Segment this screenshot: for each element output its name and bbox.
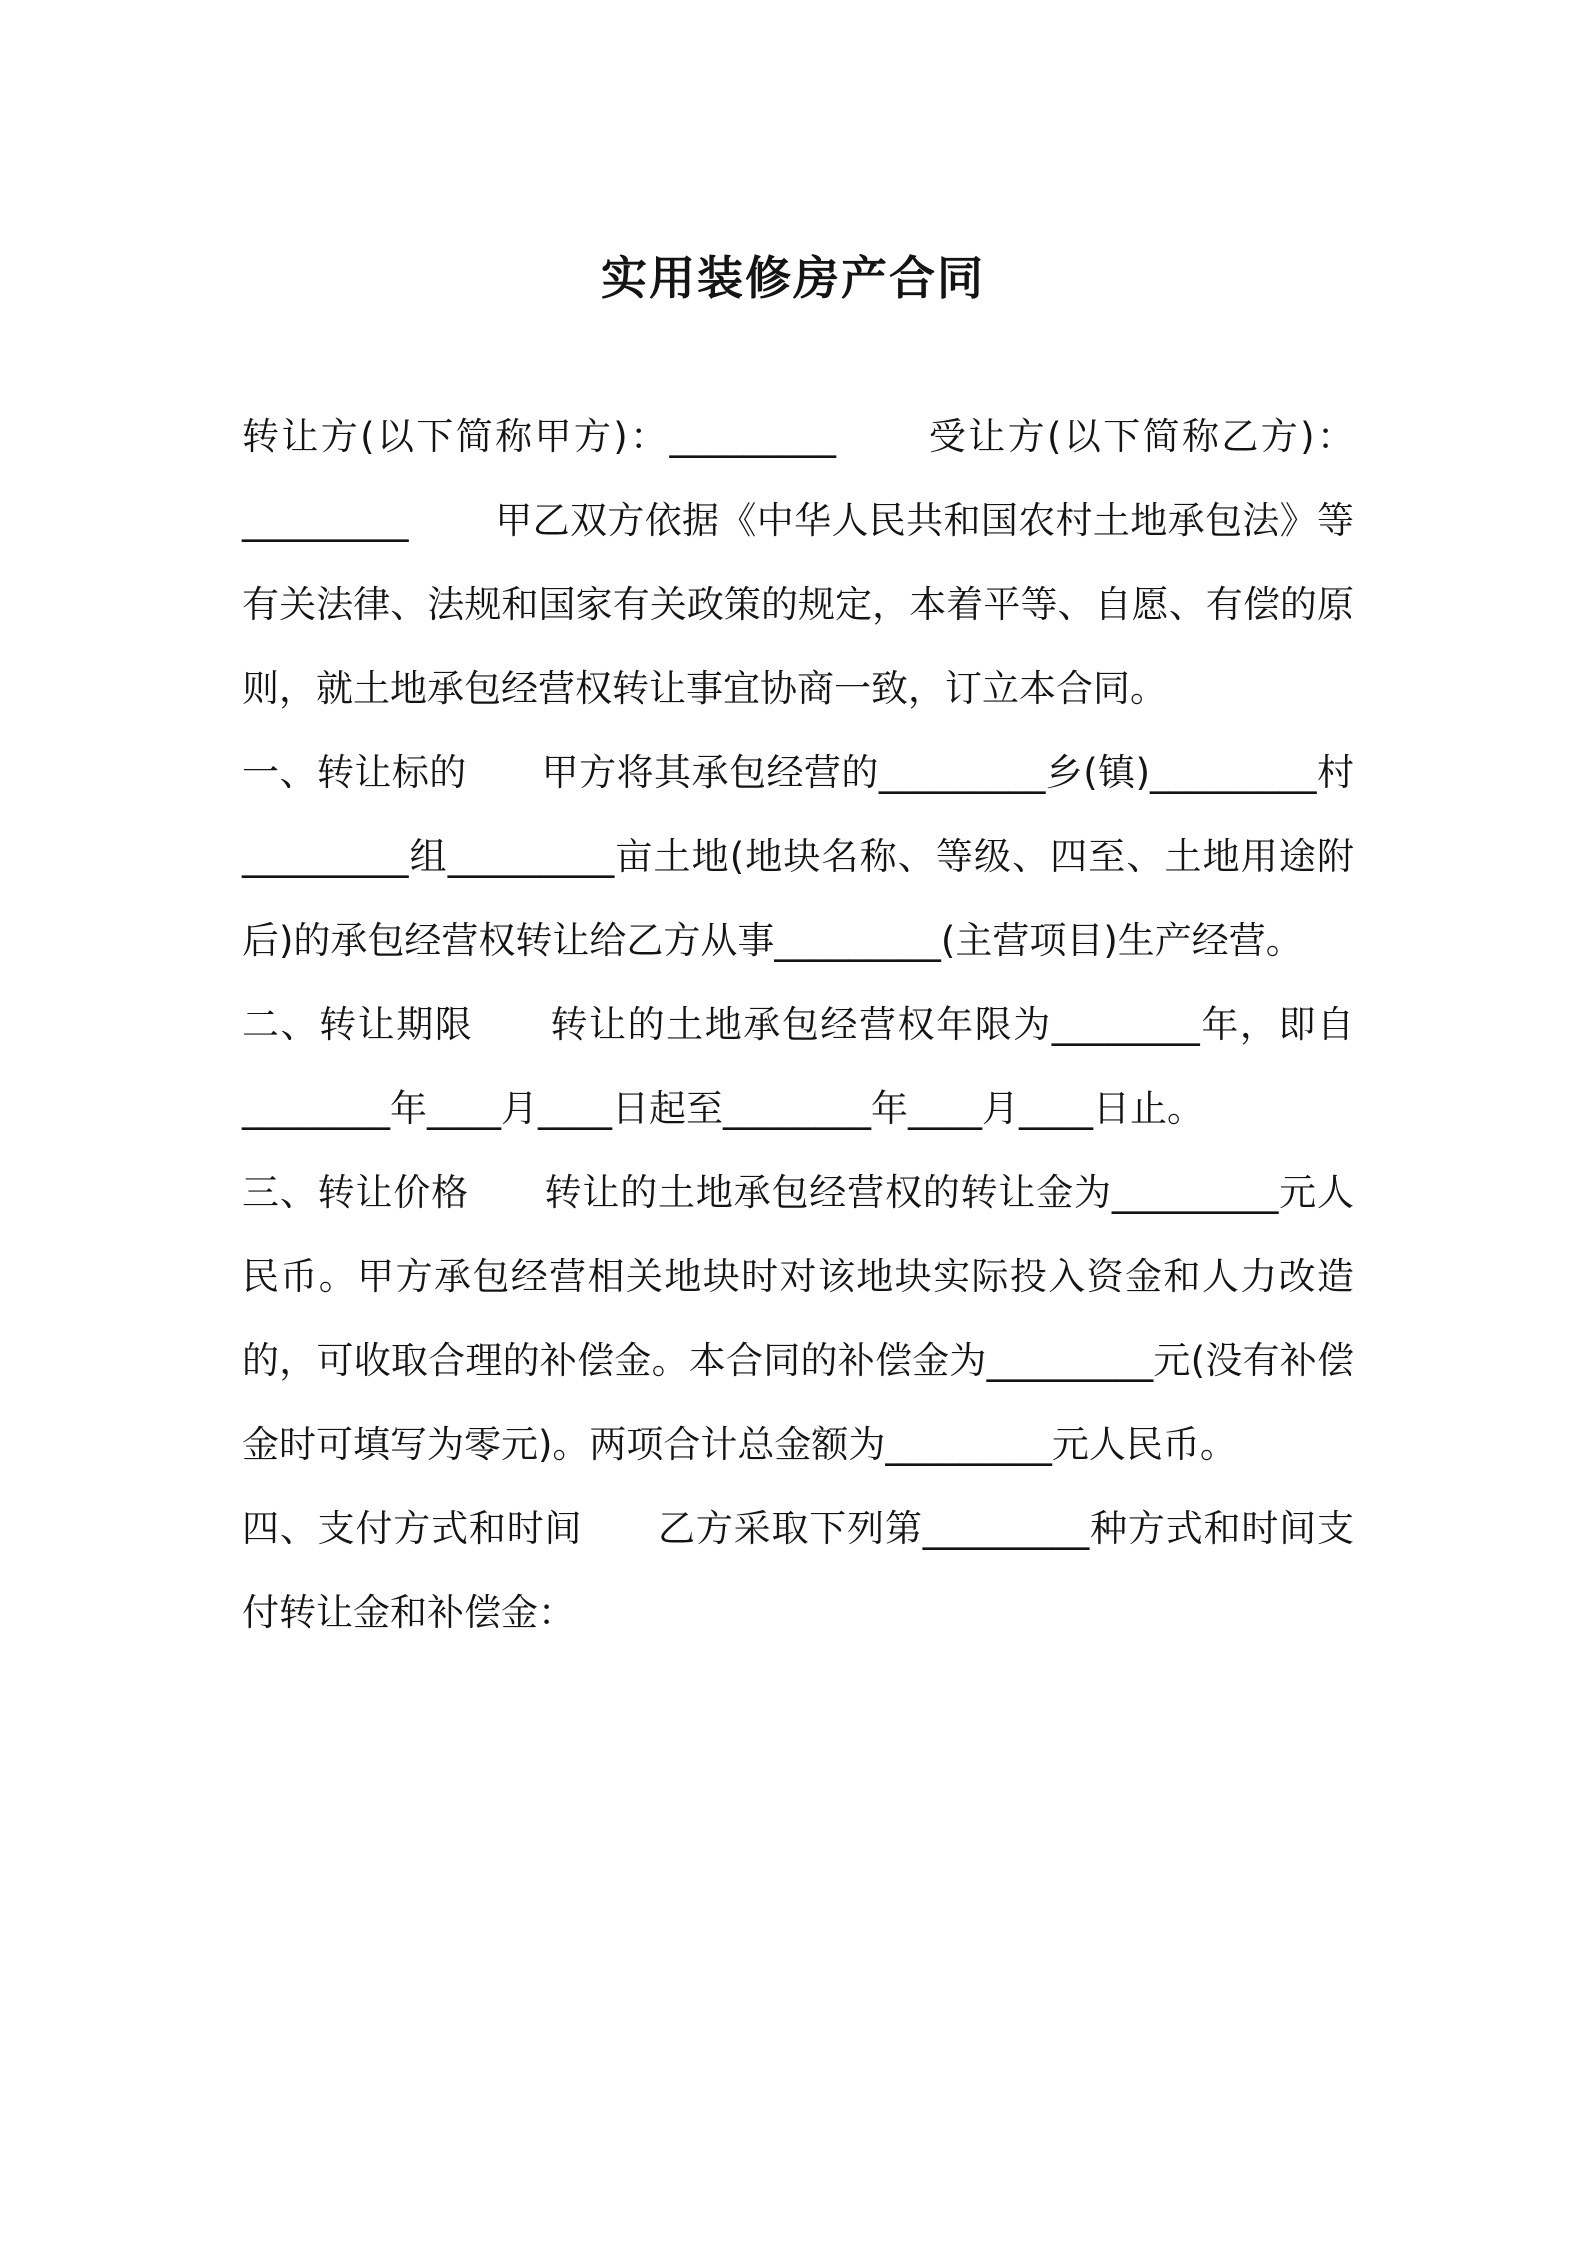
section-1-paragraph: 一、转让标的 甲方将其承包经营的_________乡(镇)_________村_________组_________亩土地(地块名称、等级、四至、土地用途附后)的承包经营权转让给乙方从事_________(主营项目)生产经营。	[242, 751, 1354, 962]
section-3-paragraph: 三、转让价格 转让的土地承包经营权的转让金为_________元人民币。甲方承包经营相关地块时对该地块实际投入资金和人力改造的，可收取合理的补偿金。本合同的补偿金为_________元(没有补偿金时可填写为零元)。两项合计总金额为_________元人民币。	[242, 1171, 1354, 1466]
document-title: 实用装修房产合同	[601, 250, 985, 305]
preamble-paragraph: 转让方(以下简称甲方)：_________ 受让方(以下简称乙方)：_________ 甲乙双方依据《中华人民共和国农村土地承包法》等有关法律、法规和国家有关政策的规定，本着平等、自愿、有偿的原则，就土地承包经营权转让事宜协商一致，订立本合同。	[242, 415, 1354, 710]
section-4-paragraph: 四、支付方式和时间 乙方采取下列第_________种方式和时间支付转让金和补偿金：	[242, 1507, 1354, 1634]
document-body	[242, 395, 1354, 1655]
section-2-paragraph: 二、转让期限 转让的土地承包经营权年限为________年，即自________年____月____日起至________年____月____日止。	[242, 1003, 1354, 1130]
